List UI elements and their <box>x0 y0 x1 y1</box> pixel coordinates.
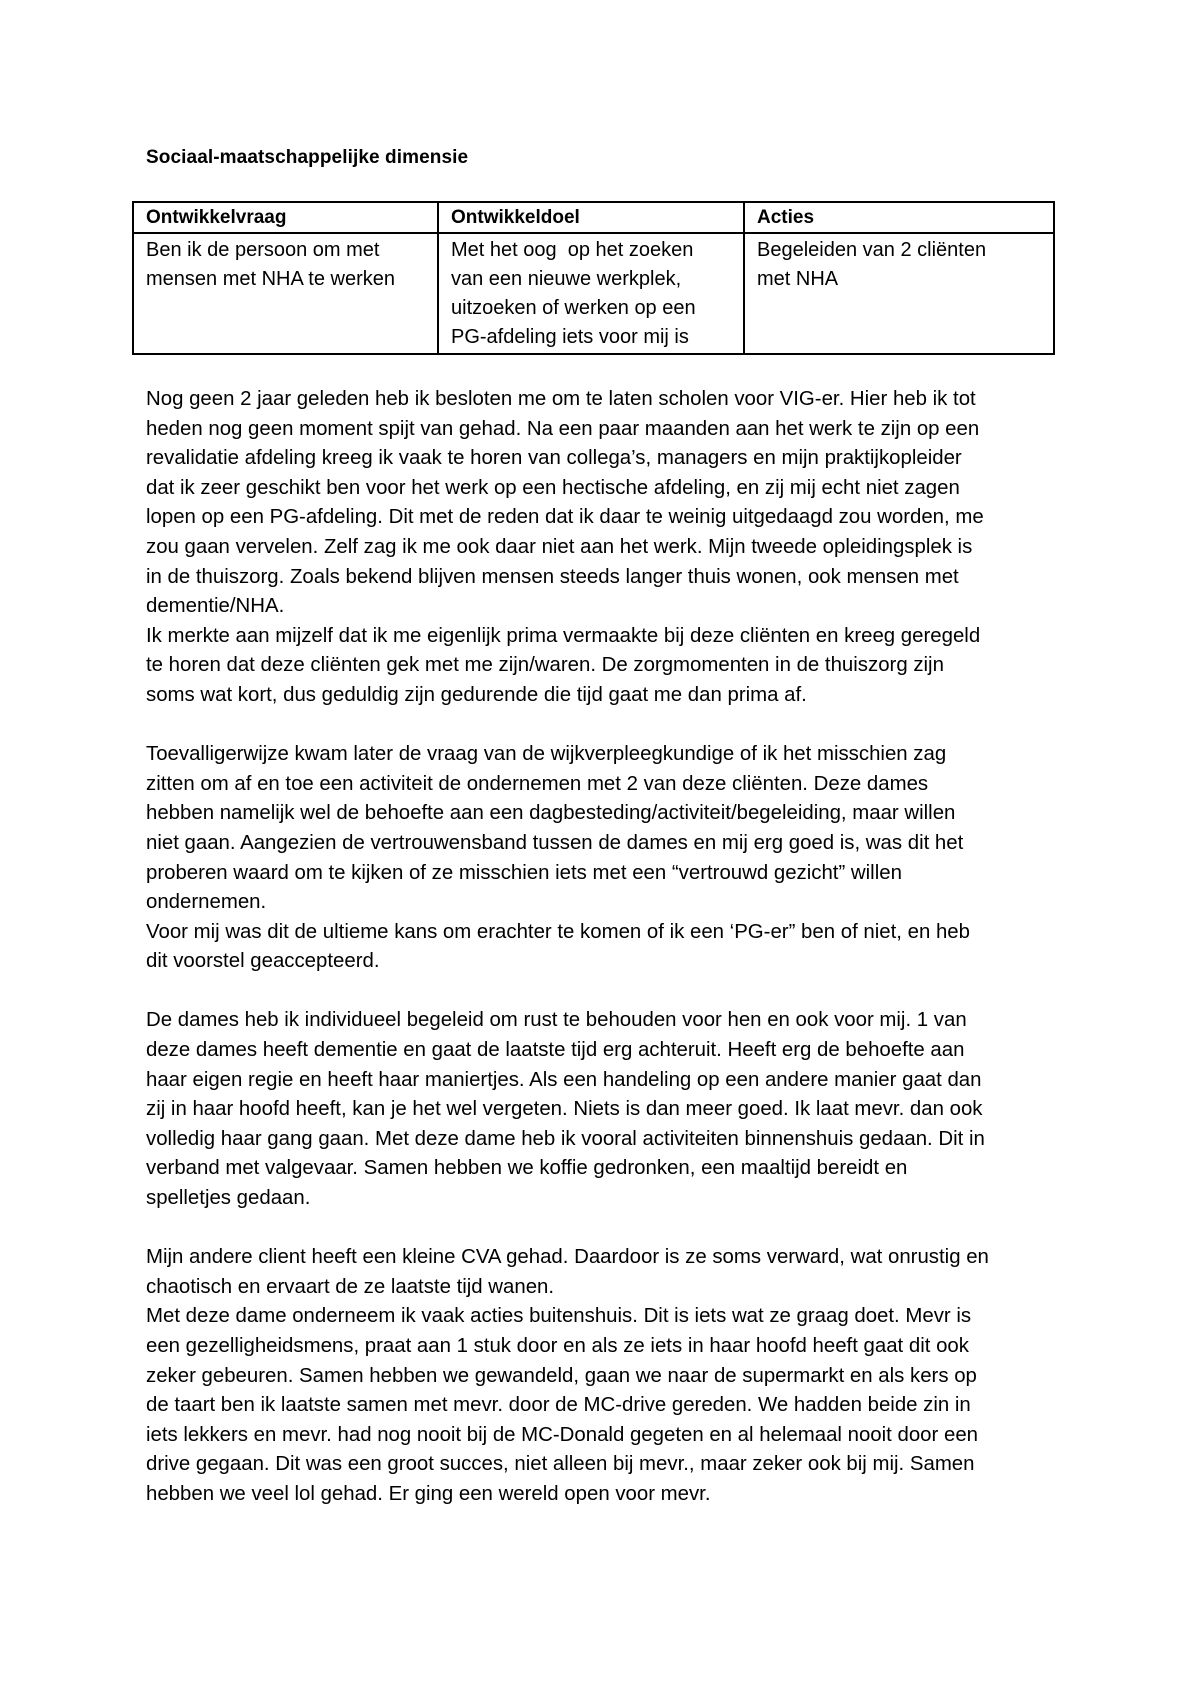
cell-line: van een nieuwe werkplek, <box>451 268 682 290</box>
cell-line: uitzoeken of werken op een <box>451 297 696 319</box>
text-line: in de thuiszorg. Zoals bekend blijven mensen steeds langer thuis wonen, ook mensen met <box>146 565 959 588</box>
text-line: verband met valgevaar. Samen hebben we koffie gedronken, een maaltijd bereidt en <box>146 1157 908 1180</box>
text-line: proberen waard om te kijken of ze misschien iets met een “vertrouwd gezicht” willen <box>146 861 902 884</box>
column-header-ontwikkeldoel: Ontwikkeldoel <box>438 202 744 233</box>
text-line: lopen op een PG-afdeling. Dit met de reden dat ik daar te weinig uitgedaagd zou worden, me <box>146 506 984 529</box>
text-line: deze dames heeft dementie en gaat de laatste tijd erg achteruit. Heeft erg de behoefte aan <box>146 1039 965 1062</box>
text-line: dat ik zeer geschikt ben voor het werk op een hectische afdeling, en zij mij echt niet zagen <box>146 476 960 499</box>
text-line: te horen dat deze cliënten gek met me zijn/waren. De zorgmomenten in de thuiszorg zijn <box>146 654 944 677</box>
text-line: zou gaan vervelen. Zelf zag ik me ook daar niet aan het werk. Mijn tweede opleidingsplek is <box>146 535 973 558</box>
blank-line <box>146 977 1076 1007</box>
text-line: Mijn andere client heeft een kleine CVA gehad. Daardoor is ze soms verward, wat onrustig en <box>146 1246 989 1269</box>
text-line: een gezelligheidsmens, praat aan 1 stuk door en als ze iets in haar hoofd heeft gaat dit ook <box>146 1335 969 1357</box>
cell-line: met NHA <box>757 268 839 290</box>
text-line: ondernemen. <box>146 891 267 914</box>
cell-line: mensen met NHA te werken <box>146 268 395 290</box>
text-line: heden nog geen moment spijt van gehad. Na een paar maanden aan het werk te zijn op een <box>146 417 980 440</box>
cell-acties <box>744 233 1054 354</box>
cell-ontwikkeldoel <box>438 233 744 354</box>
cell-line: PG-afdeling iets voor mij is <box>451 326 689 348</box>
text-line: Met deze dame onderneem ik vaak acties buitenshuis. Dit is iets wat ze graag doet. Mevr is <box>146 1305 972 1328</box>
cell-line: Ben ik de persoon om met <box>146 239 380 261</box>
text-line: revalidatie afdeling kreeg ik vaak te horen van collega’s, managers en mijn praktijkopleider <box>146 447 962 470</box>
text-line: haar eigen regie en heeft haar maniertjes. Als een handeling op een andere manier gaat dan <box>146 1068 982 1091</box>
text-line: de taart ben ik laatste samen met mevr. door de MC-drive gereden. We hadden beide zin in <box>146 1394 971 1417</box>
text-line: volledig haar gang gaan. Met deze dame heb ik vooral activiteiten binnenshuis gedaan. Dit in <box>146 1127 985 1150</box>
text-line: Voor mij was dit de ultieme kans om erachter te komen of ik een ‘PG-er” ben of niet, en heb <box>146 920 970 943</box>
blank-line <box>146 711 1076 741</box>
text-line: hebben we veel lol gehad. Er ging een wereld open voor mevr. <box>146 1482 711 1505</box>
text-line: soms wat kort, dus geduldig zijn gedurende die tijd gaat me dan prima af. <box>146 683 807 706</box>
text-line: drive gegaan. Dit was een groot succes, niet alleen bij mevr., maar zeker ook bij mij. Samen <box>146 1453 975 1476</box>
table-row <box>133 233 1054 354</box>
blank-line <box>146 1214 1076 1244</box>
text-line: zij in haar hoofd heeft, kan je het wel vergeten. Niets is dan meer goed. Ik laat mevr. dan ook <box>146 1098 983 1121</box>
text-line: Toevalligerwijze kwam later de vraag van de wijkverpleegkundige of ik het misschien zag <box>146 743 947 766</box>
development-table <box>132 201 1055 355</box>
cell-line: Met het oog op het zoeken <box>451 239 694 261</box>
body-text <box>146 385 1076 1510</box>
text-line: hebben namelijk wel de behoefte aan een dagbesteding/activiteit/begeleiding, maar willen <box>146 802 956 825</box>
text-line: zitten om af en toe een activiteit de ondernemen met 2 van deze cliënten. Deze dames <box>146 772 929 795</box>
text-line: Ik merkte aan mijzelf dat ik me eigenlijk prima vermaakte bij deze cliënten en kreeg geregeld <box>146 624 981 647</box>
text-line: dementie/NHA. <box>146 595 285 618</box>
cell-ontwikkelvraag <box>133 233 438 354</box>
text-line: spelletjes gedaan. <box>146 1187 311 1210</box>
text-line: chaotisch en ervaart de ze laatste tijd wanen. <box>146 1275 555 1298</box>
column-header-ontwikkelvraag: Ontwikkelvraag <box>133 202 438 233</box>
column-header-acties: Acties <box>744 202 1054 233</box>
cell-line: Begeleiden van 2 cliënten <box>757 239 987 261</box>
text-line: dit voorstel geaccepteerd. <box>146 950 380 973</box>
text-line: iets lekkers en mevr. had nog nooit bij de MC-Donald gegeten en al helemaal nooit door een <box>146 1423 979 1446</box>
page-title: Sociaal-maatschappelijke dimensie <box>146 147 469 168</box>
text-line: niet gaan. Aangezien de vertrouwensband tussen de dames en mij erg goed is, was dit het <box>146 831 964 854</box>
table-header-row <box>133 202 1054 233</box>
text-line: Nog geen 2 jaar geleden heb ik besloten me om te laten scholen voor VIG-er. Hier heb ik tot <box>146 388 976 410</box>
text-line: De dames heb ik individueel begeleid om rust te behouden voor hen en ook voor mij. 1 van <box>146 1009 967 1032</box>
text-line: zeker gebeuren. Samen hebben we gewandeld, gaan we naar de supermarkt en als kers op <box>146 1364 977 1387</box>
